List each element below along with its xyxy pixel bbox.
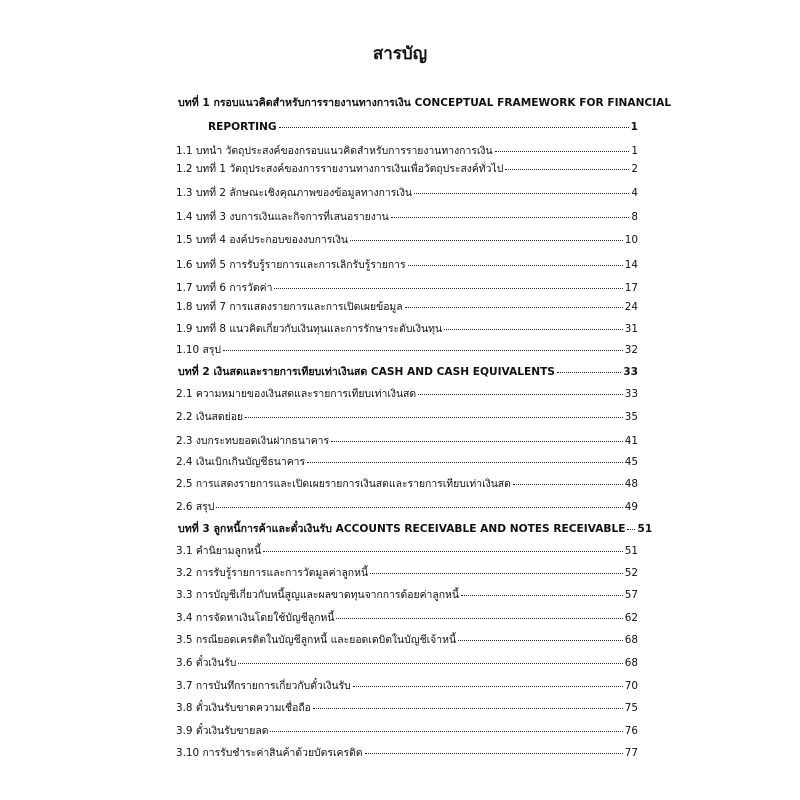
- toc-page-number: 76: [624, 725, 638, 737]
- toc-section-entry: [176, 633, 638, 647]
- toc-leader-dots: [270, 730, 622, 732]
- toc-entry-label: 1.10 สรุป: [176, 344, 221, 356]
- toc-entry-label: 2.3 งบกระทบยอดเงินฝากธนาคาร: [176, 435, 330, 447]
- toc-leader-dots: [313, 707, 623, 709]
- toc-leader-dots: [307, 461, 623, 463]
- toc-page-number: 31: [624, 323, 638, 335]
- toc-entry-label: บทที่ 3 ลูกหนี้การค้าและตั๋วเงินรับ ACCOUNTS RECEIVABLE AND NOTES RECEIVABLE: [178, 523, 626, 535]
- toc-entry-label: 3.2 การรับรู้รายการและการวัดมูลค่าลูกหนี้: [176, 567, 369, 579]
- page-title: สารบัญ: [372, 44, 428, 64]
- toc-page-number: 68: [624, 634, 638, 646]
- toc-entry-label: บทที่ 2 เงินสดและรายการเทียบเท่าเงินสด CASH AND CASH EQUIVALENTS: [178, 366, 555, 378]
- toc-leader-dots: [350, 239, 623, 241]
- toc-page-number: 2: [631, 163, 638, 175]
- toc-section-entry: [176, 656, 638, 670]
- toc-page-number: 17: [624, 282, 638, 294]
- toc-leader-dots: [238, 662, 622, 664]
- toc-entry-label: บทที่ 1 กรอบแนวคิดสำหรับการรายงานทางการเงิน CONCEPTUAL FRAMEWORK FOR FINANCIAL: [178, 97, 672, 109]
- toc-leader-dots: [279, 126, 629, 128]
- toc-leader-dots: [336, 617, 622, 619]
- toc-leader-dots: [505, 168, 629, 170]
- toc-entry-label: 1.8 บทที่ 7 การแสดงรายการและการเปิดเผยข้อมูล: [176, 301, 403, 313]
- toc-page-number: 62: [624, 612, 638, 624]
- toc-section-entry: [176, 588, 638, 602]
- toc-entry-label: 1.7 บทที่ 6 การวัดค่า: [176, 282, 273, 294]
- toc-entry-label: 3.4 การจัดหาเงินโดยใช้บัญชีลูกหนี้: [176, 612, 335, 624]
- toc-entry-label: 2.5 การแสดงรายการและเปิดเผยรายการเงินสดและรายการเทียบเท่าเงินสด: [176, 478, 511, 490]
- toc-page-number: 8: [631, 211, 638, 223]
- toc-page-number: 4: [631, 187, 638, 199]
- toc-entry-label: 3.1 คำนิยามลูกหนี้: [176, 545, 262, 557]
- toc-section-entry: [176, 679, 638, 693]
- toc-section-entry: [176, 701, 638, 715]
- toc-section-entry: [176, 724, 638, 738]
- toc-page-number: 32: [624, 344, 638, 356]
- toc-section-entry: [176, 343, 638, 357]
- toc-section-entry: [176, 611, 638, 625]
- toc-section-entry: [176, 144, 638, 158]
- toc-entry-label: 3.7 การบันทึกรายการเกี่ยวกับตั๋วเงินรับ: [176, 680, 351, 692]
- toc-leader-dots: [414, 192, 629, 194]
- toc-section-entry: [176, 322, 638, 336]
- toc-entry-label: 2.2 เงินสดย่อย: [176, 411, 244, 423]
- toc-page-number: 33: [623, 366, 638, 378]
- toc-entry-label: 1.2 บทที่ 1 วัตถุประสงค์ของการรายงานทางการเงินเพื่อวัตถุประสงค์ทั่วไป: [176, 163, 504, 175]
- toc-section-entry: [176, 746, 638, 760]
- toc-section-entry: [176, 500, 638, 514]
- toc-entry-label: 3.9 ตั๋วเงินรับขายลด: [176, 725, 269, 737]
- toc-entry-label: 1.5 บทที่ 4 องค์ประกอบของงบการเงิน: [176, 234, 349, 246]
- toc-section-entry: [176, 210, 638, 224]
- toc-section-entry: [176, 566, 638, 580]
- toc-section-entry: [176, 477, 638, 491]
- toc-page-number: 70: [624, 680, 638, 692]
- toc-page-number: 1: [631, 145, 638, 157]
- toc-section-entry: [176, 186, 638, 200]
- toc-section-entry: [176, 162, 638, 176]
- toc-page-number: 49: [624, 501, 638, 513]
- toc-entry-label: 3.8 ตั๋วเงินรับขาดความเชื่อถือ: [176, 702, 311, 714]
- toc-page-number: 77: [624, 747, 638, 759]
- toc-leader-dots: [408, 264, 623, 266]
- toc-leader-dots: [513, 483, 623, 485]
- toc-page-number: 75: [624, 702, 638, 714]
- toc-page-number: 33: [624, 388, 638, 400]
- toc-page-number: 1: [630, 121, 638, 133]
- toc-leader-dots: [461, 594, 623, 596]
- toc-leader-dots: [331, 440, 623, 442]
- toc-entry-label: 1.1 บทนำ วัตถุประสงค์ของกรอบแนวคิดสำหรับการรายงานทางการเงิน: [176, 145, 493, 157]
- toc-section-entry: [176, 434, 638, 448]
- toc-leader-dots: [444, 328, 623, 330]
- toc-leader-dots: [216, 506, 622, 508]
- toc-section-entry: [176, 258, 638, 272]
- toc-leader-dots: [391, 216, 630, 218]
- toc-section-entry: [176, 455, 638, 469]
- toc-leader-dots: [274, 287, 622, 289]
- toc-leader-dots: [405, 306, 623, 308]
- toc-section-entry: [176, 544, 638, 558]
- toc-entry-label: 3.5 กรณียอดเครดิตในบัญชีลูกหนี้ และยอดเดบิตในบัญชีเจ้าหนี้: [176, 634, 457, 646]
- toc-leader-dots: [495, 150, 630, 152]
- toc-page-number: 68: [624, 657, 638, 669]
- toc-page-number: 41: [624, 435, 638, 447]
- toc-leader-dots: [418, 393, 623, 395]
- toc-chapter-entry: [178, 365, 638, 379]
- toc-entry-label: 3.6 ตั๋วเงินรับ: [176, 657, 237, 669]
- toc-page-number: 14: [624, 259, 638, 271]
- toc-leader-dots: [627, 528, 635, 530]
- toc-leader-dots: [263, 550, 623, 552]
- toc-leader-dots: [223, 349, 623, 351]
- toc-section-entry: [176, 281, 638, 295]
- toc-entry-label: 3.3 การบัญชีเกี่ยวกับหนี้สูญและผลขาดทุนจากการด้อยค่าลูกหนี้: [176, 589, 459, 601]
- toc-page-number: 10: [624, 234, 638, 246]
- toc-entry-label: 1.3 บทที่ 2 ลักษณะเชิงคุณภาพของข้อมูลทางการเงิน: [176, 187, 413, 199]
- toc-entry-label: 2.4 เงินเบิกเกินบัญชีธนาคาร: [176, 456, 306, 468]
- toc-leader-dots: [557, 371, 621, 373]
- toc-page-number: 48: [624, 478, 638, 490]
- toc-entry-label: 2.1 ความหมายของเงินสดและรายการเทียบเท่าเงินสด: [176, 388, 417, 400]
- toc-page-number: 57: [624, 589, 638, 601]
- toc-page-number: 35: [624, 411, 638, 423]
- toc-section-entry: [176, 410, 638, 424]
- toc-leader-dots: [458, 639, 623, 641]
- toc-chapter-entry: [208, 120, 638, 134]
- toc-chapter-entry: [178, 96, 672, 110]
- toc-entry-label: 2.6 สรุป: [176, 501, 215, 513]
- toc-page-number: 24: [624, 301, 638, 313]
- toc-entry-label: 1.6 บทที่ 5 การรับรู้รายการและการเลิกรับรู้รายการ: [176, 259, 406, 271]
- toc-leader-dots: [245, 416, 623, 418]
- toc-section-entry: [176, 233, 638, 247]
- toc-page-number: 51: [637, 523, 653, 535]
- toc-entry-label: 3.10 การรับชำระค่าสินค้าด้วยบัตรเครดิต: [176, 747, 363, 759]
- toc-section-entry: [176, 387, 638, 401]
- toc-page-number: 52: [624, 567, 638, 579]
- toc-chapter-entry: [178, 522, 653, 536]
- toc-leader-dots: [365, 752, 623, 754]
- toc-page-number: 51: [624, 545, 638, 557]
- toc-entry-label: 1.9 บทที่ 8 แนวคิดเกี่ยวกับเงินทุนและการรักษาระดับเงินทุน: [176, 323, 443, 335]
- toc-leader-dots: [370, 572, 623, 574]
- toc-page-number: 45: [624, 456, 638, 468]
- toc-section-entry: [176, 300, 638, 314]
- toc-entry-label: REPORTING: [208, 121, 277, 133]
- toc-leader-dots: [353, 685, 623, 687]
- toc-entry-label: 1.4 บทที่ 3 งบการเงินและกิจการที่เสนอรายงาน: [176, 211, 389, 223]
